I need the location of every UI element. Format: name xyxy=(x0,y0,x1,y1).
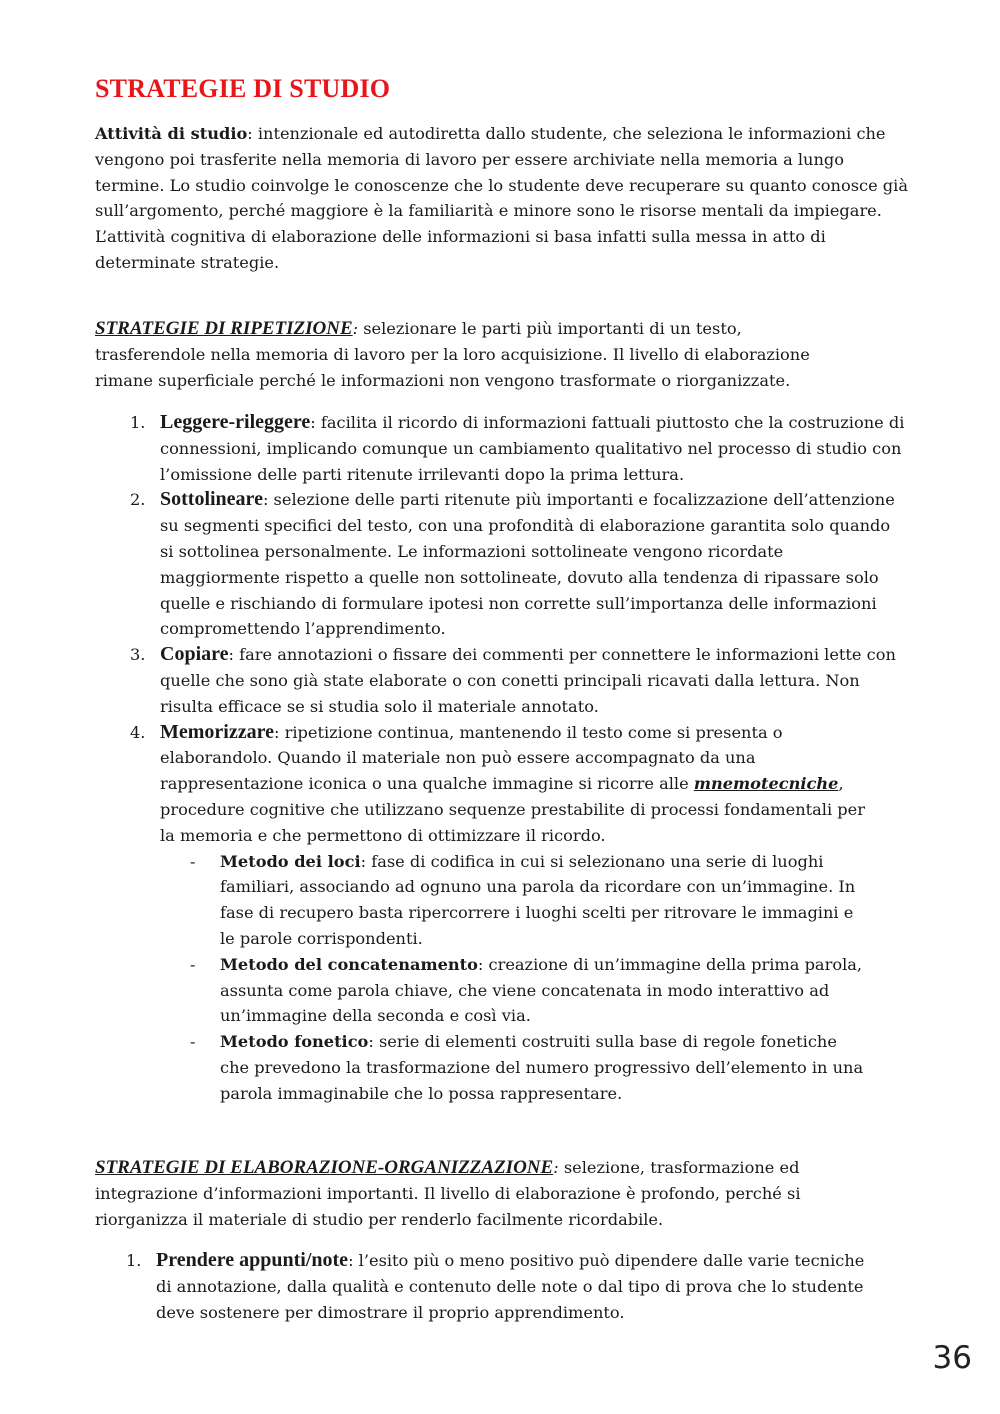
sub-list-term: Metodo dei loci xyxy=(220,851,361,871)
list-item-term: Prendere appunti/note xyxy=(156,1249,349,1271)
list-item-text: : l’esito più o meno positivo può dipendere dalle varie tecniche di annotazione, dalla qualità e contenuto delle note o dal tipo di prova che lo studente deve sostenere per dimostrare il proprio apprendimento. xyxy=(156,1251,865,1322)
mnemonic-methods-list xyxy=(100,849,868,1107)
sub-list-item xyxy=(160,1029,868,1106)
sub-list-text: : fase di codifica in cui si selezionano una serie di luoghi familiari, associando ad ognuno una parola da ricordare con un’immagine. In fase di recupero basta ripercorrere i luoghi scelti per ritrovare le immagini e le parole corrispondenti. xyxy=(220,851,856,948)
repetition-strategies-list xyxy=(130,410,908,1107)
section-elaboration-intro xyxy=(95,1155,845,1232)
sub-list-term: Metodo fonetico xyxy=(220,1032,369,1052)
intro-term: Attività di studio xyxy=(95,124,248,143)
list-item xyxy=(130,487,908,642)
elaboration-strategies-list xyxy=(126,1248,876,1325)
section-repetition-text: selezionare le parti più importanti di un testo, trasferendole nella memoria di lavoro per la loro acquisizione. Il livello di elaborazione rimane superficiale perché le informazioni non vengono trasformate o riorganizzate. xyxy=(95,319,810,390)
sub-list-item xyxy=(160,849,868,952)
sub-list-text: : creazione di un’immagine della prima parola, assunta come parola chiave, che viene concatenata in modo interattivo ad un’immagine della seconda e così via. xyxy=(220,954,863,1026)
page-number: 36 xyxy=(932,1340,972,1376)
list-item-text: : fare annotazioni o fissare dei commenti per connettere le informazioni lette con quelle che sono già state elaborate o con conetti principali ricavati dalla lettura. Non risulta efficace se si studia solo il materiale annotato. xyxy=(160,645,896,716)
sub-list-text: : serie di elementi costruiti sulla base di regole fonetiche che prevedono la trasformazione del numero progressivo dell’elemento in una parola immaginabile che lo possa rappresentare. xyxy=(220,1032,864,1103)
list-item-term: Leggere-rileggere xyxy=(160,411,311,433)
list-item-text: : ripetizione continua, mantenendo il testo come si presenta o elaborandolo. Quando il materiale non può essere accompagnato da una rappresentazione iconica o una qualche immagine si ricorre alle xyxy=(160,722,783,794)
intro-text: : intenzionale ed autodiretta dallo studente, che seleziona le informazioni che vengono poi trasferite nella memoria di lavoro per essere archiviate nella memoria a lungo termine. Lo studio coinvolge le conoscenze che lo studente deve recuperare su quanto conosce già sull’argomento, perché maggiore è la familiarità e minore sono le risorse mentali da impiegare. L’attività cognitiva di elaborazione delle informazioni si basa infatti sulla messa in atto di determinate strategie. xyxy=(95,124,908,272)
list-item-term: Memorizzare xyxy=(160,720,274,743)
section-repetition-heading: STRATEGIE DI RIPETIZIONE xyxy=(95,318,353,339)
list-item-term: Sottolineare xyxy=(160,488,263,511)
list-item-emphasis: mnemotecniche xyxy=(693,774,839,794)
list-item-term: Copiare xyxy=(160,643,229,666)
list-item-text: : facilita il ricordo di informazioni fattuali piuttosto che la costruzione di connessioni, implicando comunque un cambiamento qualitativo nel processo di studio con l’omissione delle parti ritenute irrilevanti dopo la prima lettura. xyxy=(160,413,905,484)
page-title: STRATEGIE DI STUDIO xyxy=(95,74,391,103)
section-repetition-intro xyxy=(95,316,815,393)
list-item-number: 3. xyxy=(130,645,146,665)
list-item xyxy=(130,410,908,487)
list-item xyxy=(130,720,908,1107)
sub-list-dash: - xyxy=(190,851,196,871)
list-item-number: 4. xyxy=(130,722,146,742)
sub-list-dash: - xyxy=(190,1032,196,1052)
list-item-number: 2. xyxy=(130,490,146,510)
list-item xyxy=(126,1248,876,1325)
sub-list-item xyxy=(160,952,868,1029)
list-item-number: 1. xyxy=(130,413,146,432)
list-item-text-continued: , procedure cognitive che utilizzano sequenze prestabilite di processi fondamentali per la memoria e che permettono di ottimizzare il ricordo. xyxy=(160,774,865,845)
list-item-number: 1. xyxy=(126,1251,142,1270)
sub-list-term: Metodo del concatenamento xyxy=(220,954,478,974)
list-item-text: : selezione delle parti ritenute più importanti e focalizzazione dell’attenzione su segmenti specifici del testo, con una profondità di elaborazione garantita solo quando si sottolinea personalmente. Le informazioni sottolineate vengono ricordate maggiormente rispetto a quelle non sottolineate, dovuto alla tendenza di ripassare solo quelle e rischiando di formulare ipotesi non corrette sull’importanza delle informazioni compromettendo l’apprendimento. xyxy=(160,490,895,639)
intro-paragraph xyxy=(95,121,910,276)
list-item xyxy=(130,642,908,719)
sub-list-dash: - xyxy=(190,954,196,974)
section-elaboration-text: selezione, trasformazione ed integrazione d’informazioni importanti. Il livello di elaborazione è profondo, perché si riorganizza il materiale di studio per renderlo facilmente ricordabile. xyxy=(95,1158,801,1229)
section-repetition-colon: : xyxy=(352,319,359,338)
section-elaboration-heading: STRATEGIE DI ELABORAZIONE-ORGANIZZAZIONE xyxy=(95,1157,554,1178)
section-elaboration-colon: : xyxy=(553,1158,559,1177)
